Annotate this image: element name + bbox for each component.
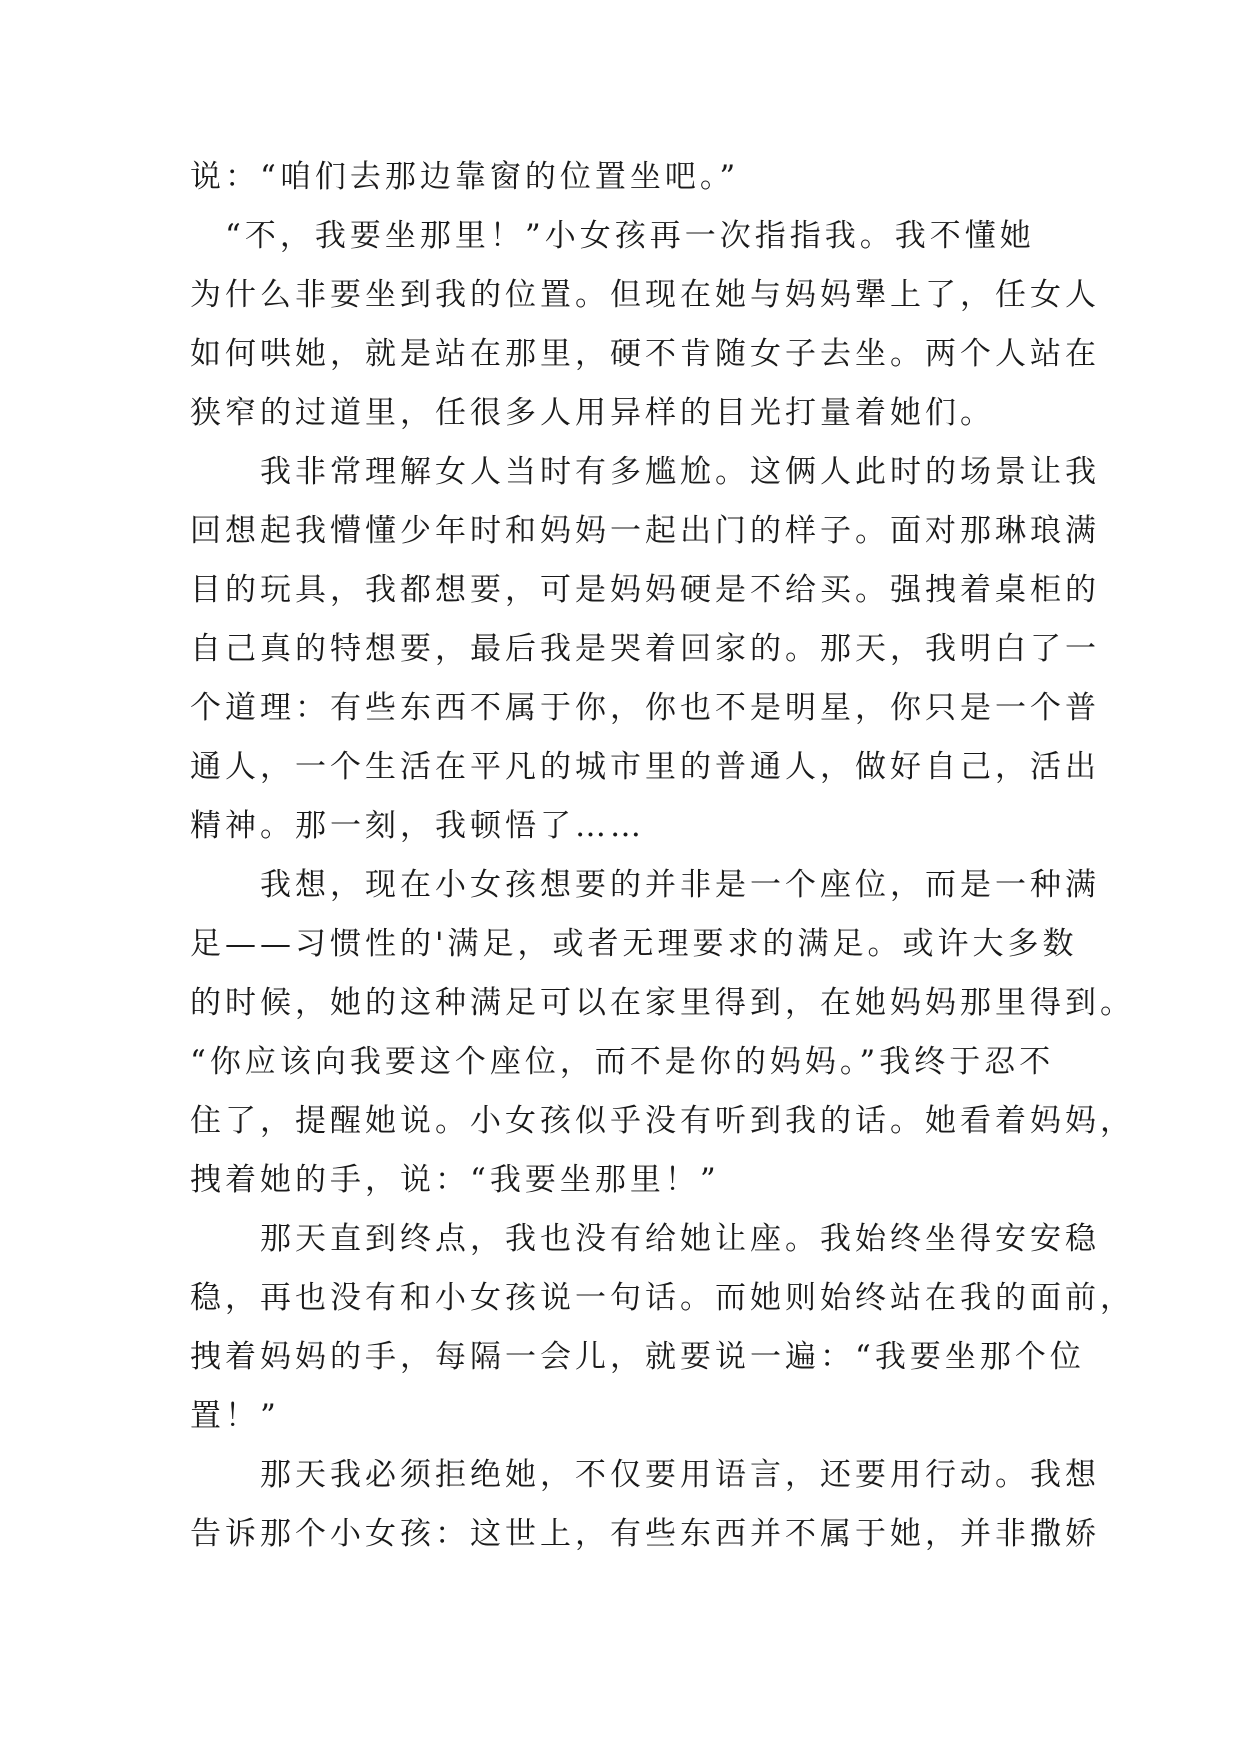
text-line: 回想起我懵懂少年时和妈妈一起出门的样子。面对那琳琅满: [190, 513, 1100, 549]
body-text: [190, 148, 1135, 1564]
text-line: 我想，现在小女孩想要的并非是一个座位，而是一种满: [190, 867, 1100, 903]
text-line: 通人，一个生活在平凡的城市里的普通人，做好自己，活出: [190, 749, 1100, 785]
text-line: 我非常理解女人当时有多尴尬。这俩人此时的场景让我: [190, 454, 1100, 490]
text-line: 目的玩具，我都想要，可是妈妈硬是不给买。强拽着桌柜的: [190, 572, 1100, 608]
text-line: 个道理：有些东西不属于你，你也不是明星，你只是一个普: [190, 690, 1100, 726]
text-line: 那天我必须拒绝她，不仅要用语言，还要用行动。我想: [190, 1457, 1100, 1493]
text-line: “不，我要坐那里！”小女孩再一次指指我。我不懂她: [190, 218, 1035, 254]
text-line: 自己真的特想要，最后我是哭着回家的。那天，我明白了一: [190, 631, 1100, 667]
text-line: 如何哄她，就是站在那里，硬不肯随女子去坐。两个人站在: [190, 336, 1100, 372]
text-line: 告诉那个小女孩：这世上，有些东西并不属于她，并非撒娇: [190, 1516, 1100, 1552]
text-line: 精神。那一刻，我顿悟了……: [190, 808, 645, 844]
text-line: 住了，提醒她说。小女孩似乎没有听到我的话。她看着妈妈，: [190, 1103, 1135, 1139]
text-line: 拽着她的手，说：“我要坐那里！”: [190, 1162, 720, 1198]
text-line: 为什么非要坐到我的位置。但现在她与妈妈犟上了，任女人: [190, 277, 1100, 313]
text-line: 狭窄的过道里，任很多人用异样的目光打量着她们。: [190, 395, 995, 431]
text-line: 置！”: [190, 1398, 280, 1434]
text-line: 的时候，她的这种满足可以在家里得到，在她妈妈那里得到。: [190, 985, 1135, 1021]
text-line: 那天直到终点，我也没有给她让座。我始终坐得安安稳: [190, 1221, 1100, 1257]
text-line: 说：“咱们去那边靠窗的位置坐吧。”: [190, 159, 740, 195]
text-line: 拽着妈妈的手，每隔一会儿，就要说一遍：“我要坐那个位: [190, 1339, 1085, 1375]
text-line: 稳，再也没有和小女孩说一句话。而她则始终站在我的面前，: [190, 1280, 1135, 1316]
text-line: 足——习惯性的'满足，或者无理要求的满足。或许大多数: [190, 926, 1078, 962]
text-line: “你应该向我要这个座位，而不是你的妈妈。”我终于忍不: [190, 1044, 1055, 1080]
